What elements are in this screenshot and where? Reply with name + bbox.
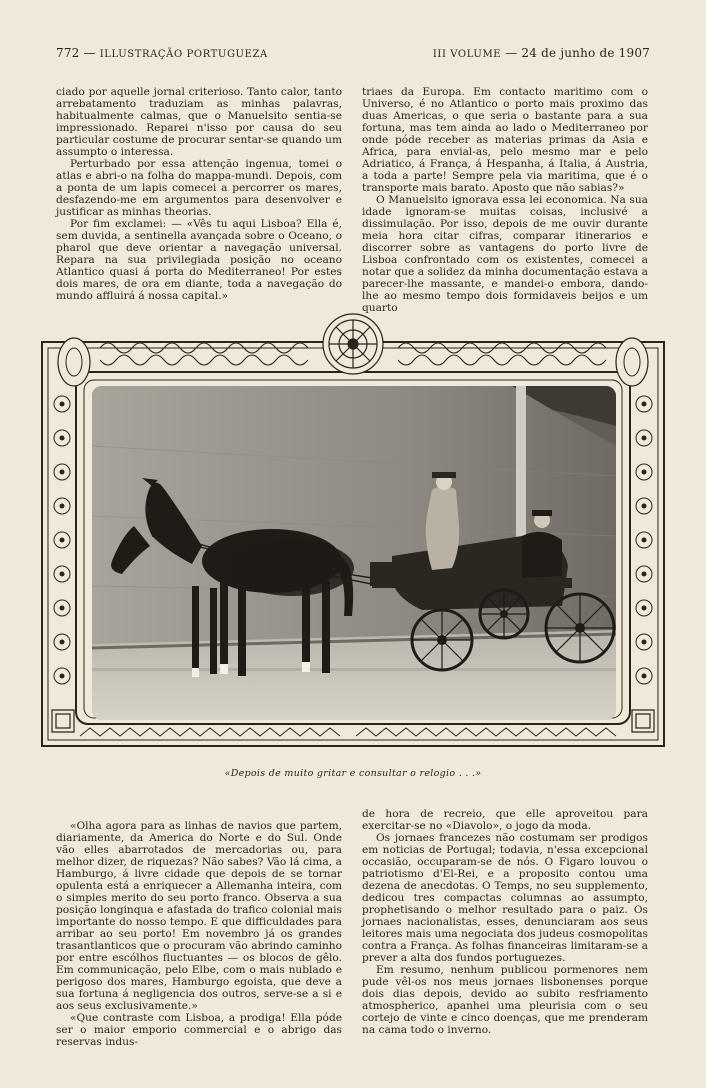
paragraph: «Olha agora para as linhas de navios que partem, diariamente, da America do Norte e do Sul. Onde vão elles abarrotados de mercadorias ou, para melhor dizer, de riquezas? Não sabes? Vão lá cima, a Hamburgo, á livre cidade que depois de se tornar opulenta está a enriquecer a Allemanha inteira, com o simples merito do seu porto franco. Observa a sua posição longinqua e afastada do trafico colonial mais importante do nosso tempo. E que difficuldades para arribar ao seu porto! Em novembro já os grandes trasantlanticos que o procuram vão abrindo caminho por entre escólhos fluctuantes — os blocos de gêlo. Em communicação, pelo Elbe, com o mais nublado e perigoso dos mares, Hamburgo egoista, que deve a sua fortuna á negligencia dos outros, serve-se a si e aos seus exclusivamente.» — [56, 820, 342, 1012]
paragraph: Por fim exclamei: — «Vês tu aqui Lisboa? Ella é, sem duvida, a sentinella avançada sobre o Oceano, o pharol que deve orientar a navegação universal. Repara na sua privilegiada posição no oceano Atlantico quasi á porta do Mediterraneo! Por estes dois mares, de ora em diante, toda a navegação do mundo affluirá á nossa capital.» — [56, 218, 342, 302]
text-column-bottom-right — [362, 808, 648, 1036]
volume-label: III VOLUME — [432, 49, 502, 60]
paragraph: Perturbado por essa attenção ingenua, tomei o atlas e abri-o na folha do mappa-mundi. Depois, com a ponta de um lapis comecei a percorrer os mares, desfazendo-me em argumentos para desenvolver e justificar as minhas theorias. — [56, 158, 342, 218]
magazine-title: ILLUSTRAÇÃO PORTUGUEZA — [99, 49, 268, 60]
header-left — [56, 46, 268, 60]
horse-carriage-image — [92, 386, 616, 720]
paragraph: Em resumo, nenhum publicou pormenores nem pude vêl-os nos meus jornaes lisbonenses porque dois dias depois, devido ao subito resfriamento atmospherico, apanhei uma pleurisia com o seu cortejo de vinte e cinco doenças, que me prenderam na cama todo o inverno. — [362, 964, 648, 1036]
text-column-top-left — [56, 86, 342, 302]
paragraph: triaes da Europa. Em contacto maritimo com o Universo, é no Atlantico o porto mais proximo das duas Americas, o que seria o bastante para a sua fortuna, mas tem ainda ao lado o Mediterraneo por onde póde receber as materias primas da Asia e Africa, para envial-as, pelo mesmo mar e pelo Adriatico, á França, á Hespanha, á Italia, á Austria, a toda a parte! Sempre pela via maritima, que é o transporte mais barato. Aposto que não sabias?» — [362, 86, 648, 194]
ornamental-photo-frame — [40, 312, 666, 748]
text-column-top-right — [362, 86, 648, 314]
paragraph: Os jornaes francezes não costumam ser prodigos em noticias de Portugal; todavia, n'essa excepcional occasião, occuparam-se de nós. O Figaro louvou o patriotismo d'El-Rei, e a proposito contou uma dezena de anecdotas. O Temps, no seu supplemento, dedicou tres compactas columnas ao assumpto, prophetisando o melhor resultado para o paiz. Os jornaes nacionalistas, esses, denunciaram aos seus leitores mais uma negociata dos judeus cosmopolitas contra a França. As folhas financeiras limitaram-se a prever a alta dos fundos portuguezes. — [362, 832, 648, 964]
carriage-photograph — [92, 386, 616, 720]
paragraph: ciado por aquelle jornal criterioso. Tanto calor, tanto arrebatamento traduziam as minhas palavras, habitualmente calmas, que o Manuelsito sentia-se impressionado. Reparei n'isso por causa do seu particular costume de procurar sentar-se quando um assumpto o interessa. — [56, 86, 342, 158]
issue-date: — 24 de junho de 1907 — [505, 46, 650, 60]
text-column-bottom-left — [56, 820, 342, 1048]
header-dash: — — [83, 46, 96, 60]
photo-caption: «Depois de muito gritar e consultar o relogio . . .» — [224, 768, 482, 779]
page-header — [56, 46, 650, 64]
paragraph: «Que contraste com Lisboa, a prodiga! Ella póde ser o maior emporio commercial e o abrigo das reservas indus- — [56, 1012, 342, 1048]
paragraph: O Manuelsito ignorava essa lei economica. Na sua idade ignoram-se muitas coisas, inclusivé a dissimulação. Por isso, depois de me ouvir durante meia hora citar cifras, comparar itinerarios e discorrer sobre as vantagens do porto livre de Lisboa confrontado com os existentes, comecei a notar que a solidez da minha documentação estava a parecer-lhe massante, e mandei-o embora, dando-lhe ao mesmo tempo dois formidaveis beijos e um quarto — [362, 194, 648, 314]
header-right — [433, 46, 650, 60]
page-number: 772 — [56, 46, 80, 60]
paragraph: de hora de recreio, que elle aproveitou para exercitar-se no «Diavolo», o jogo da moda. — [362, 808, 648, 832]
